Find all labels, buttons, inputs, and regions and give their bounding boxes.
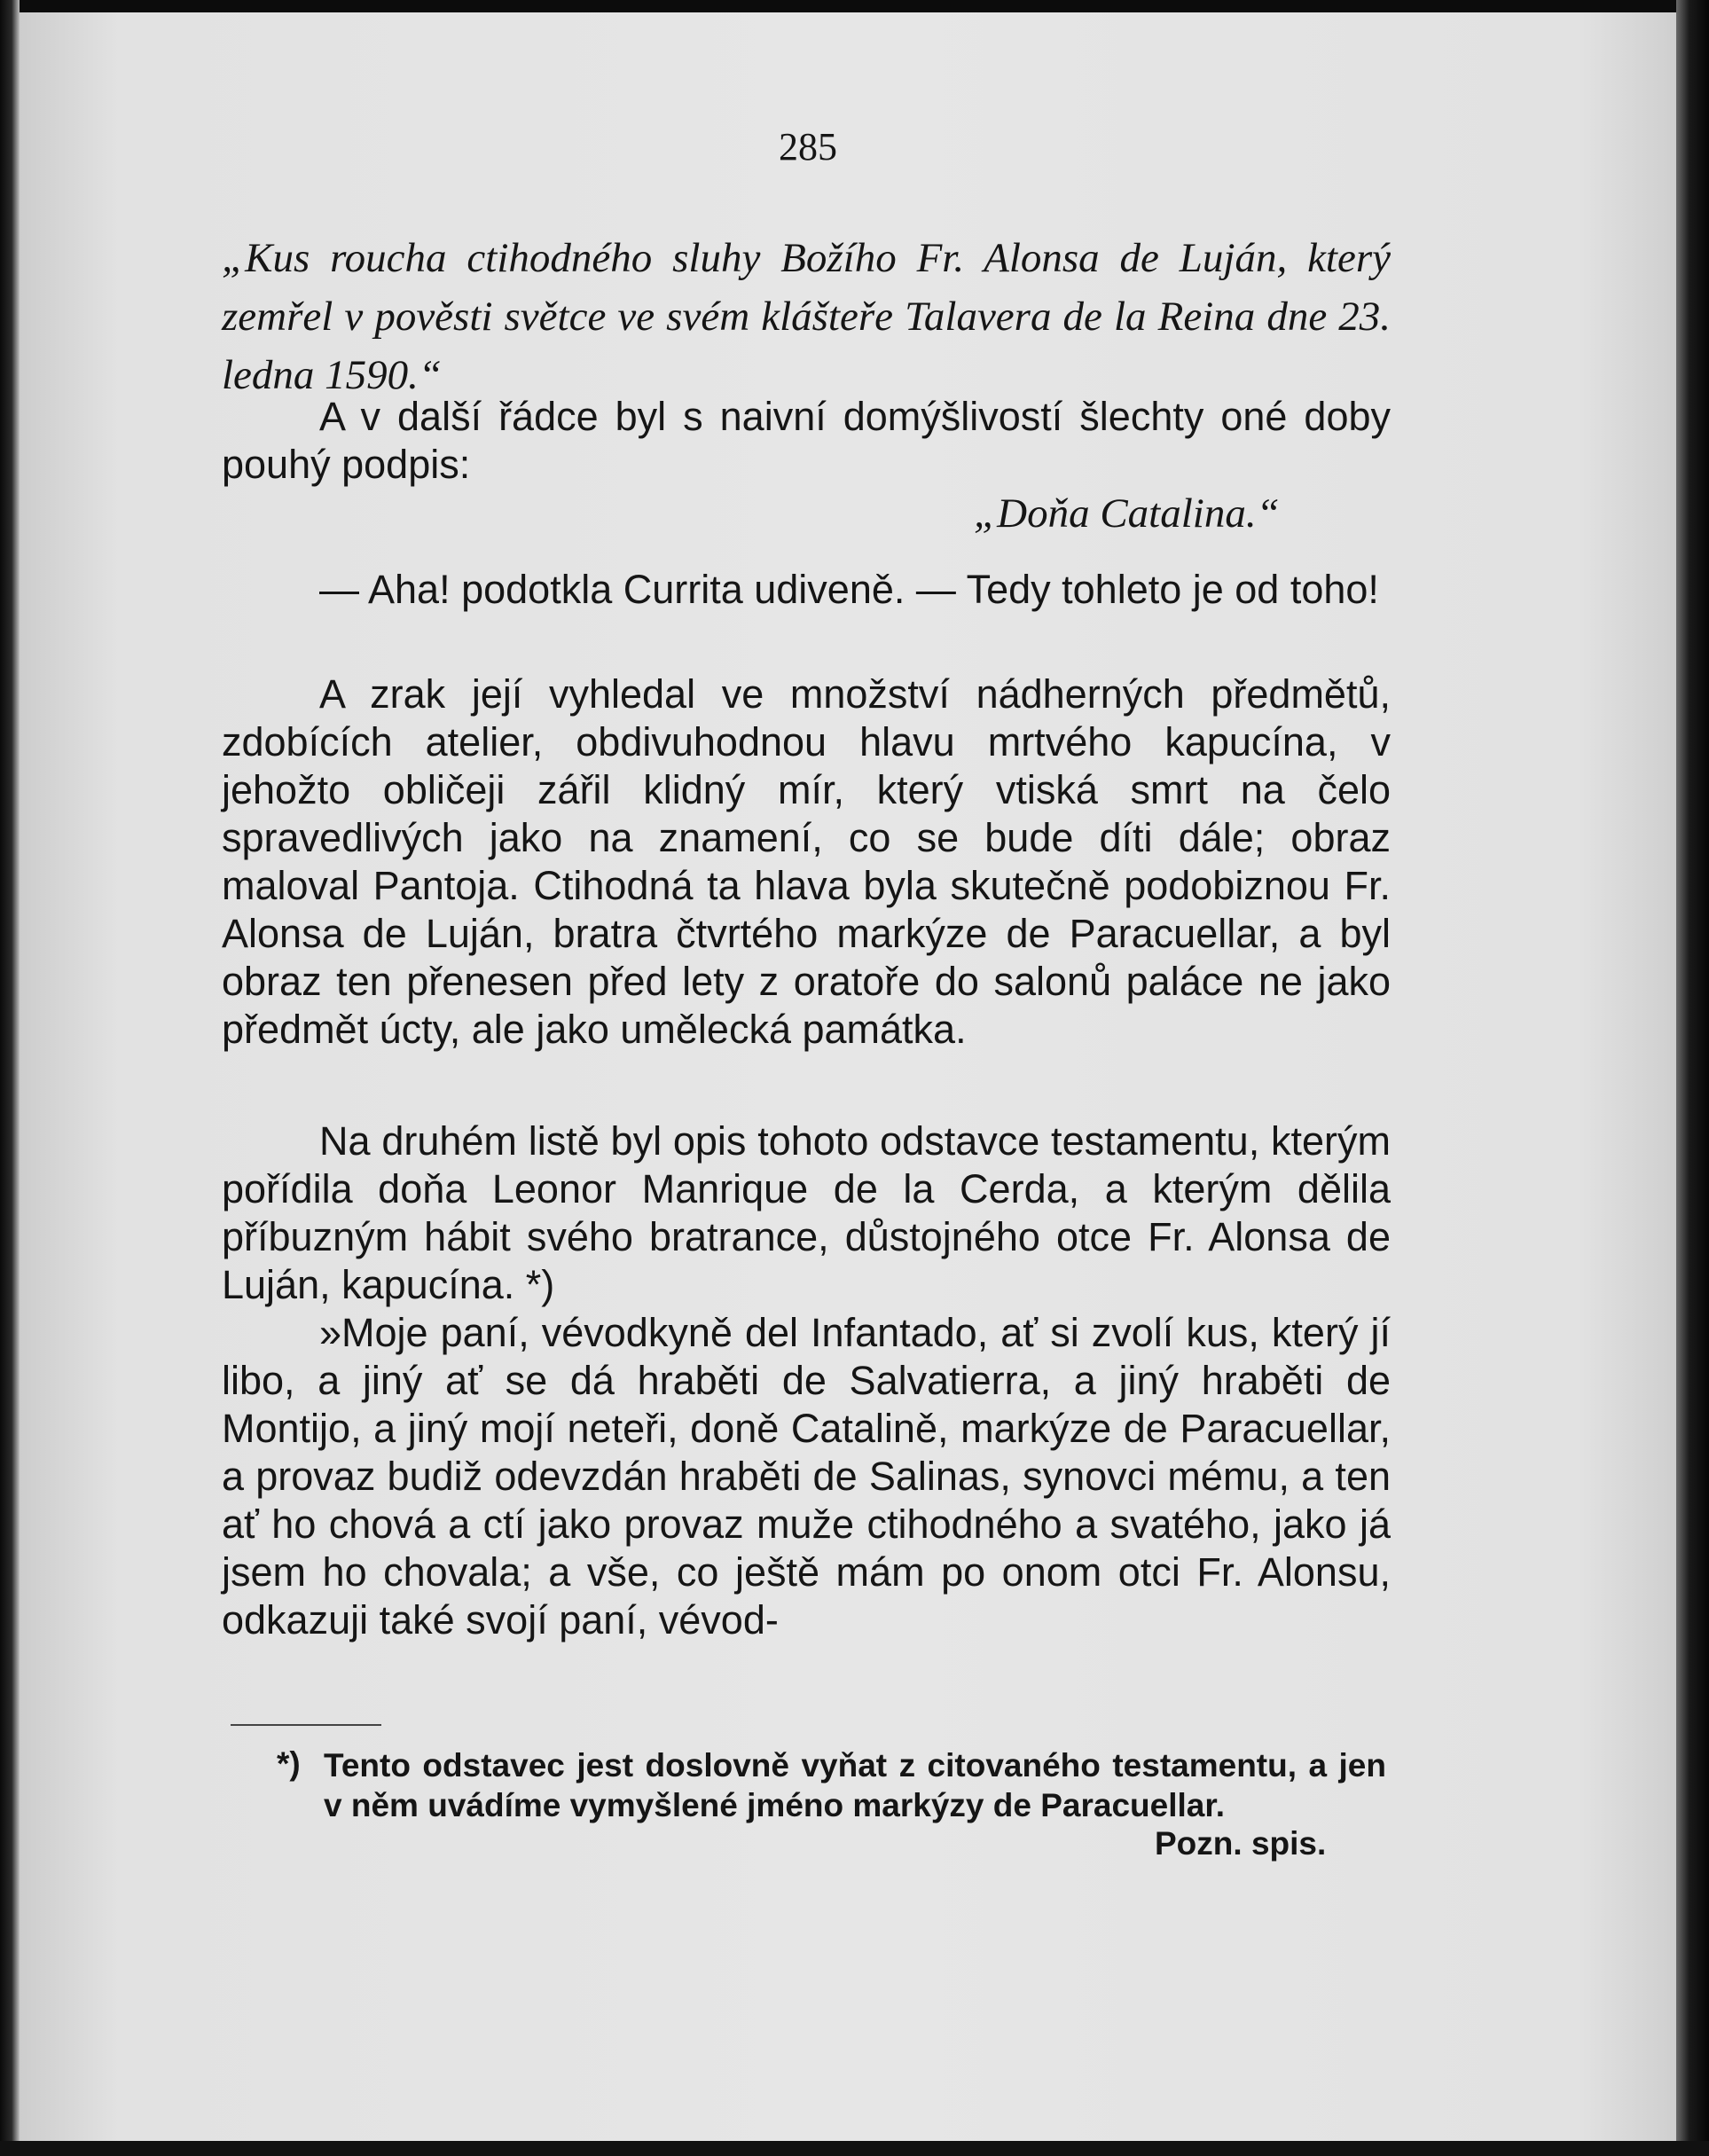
paragraph-currita: — Aha! podotkla Currita udiveně. — Tedy tohleto je od toho!: [319, 567, 1379, 612]
quote-italic: „Kus roucha ctihodného sluhy Božího Fr. Alonsa de Luján, který zemřel v pověsti světce ve svém klášteře Talavera de la Reina dne 23. ledna 1590.“: [222, 235, 1391, 398]
paragraph-testament-quote: »Moje paní, vévodkyně del Infantado, ať si zvolí kus, který jí libo, a jiný ať se dá hraběti de Salvatierra, a jiný hraběti de Montijo, a jiný mojí neteři, doně Catalině, markýze de Paracuellar, a provaz budiž odevzdán hraběti de Salinas, synovci mému, a ten ať ho chová a ctí jako provaz muže ctihodného a svatého, jako já jsem ho chovala; a vše, co ještě mám po onom otci Fr. Alonsu, odkazuji také svojí paní, vévod-: [222, 1310, 1391, 1642]
page-edge-shadow: [1676, 0, 1709, 2156]
paragraph-zrak: A zrak její vyhledal ve množství nádherných předmětů, zdobících atelier, obdivuhodnou hlavu mrtvého kapucína, v jehožto obličeji zářil klidný mír, který vtiská smrt na čelo spravedlivých jako na znamení, co se bude díti dále; obraz maloval Pantoja. Ctihodná ta hlava byla skutečně podobiznou Fr. Alonsa de Luján, bratra čtvrtého markýze de Paracuellar, a byl obraz ten přenesen před lety z oratoře do salonů paláce ne jako předmět úcty, ale jako umělecká památka.: [222, 671, 1391, 1052]
page-bottom-shadow: [0, 2141, 1709, 2156]
footnote-signature: Pozn. spis.: [1155, 1825, 1327, 1862]
footnote-separator: [231, 1724, 381, 1726]
page-number: 285: [779, 125, 837, 169]
footnote-text: Tento odstavec jest doslovně vyňat z citovaného testamentu, a jen v něm uvádíme vymyšlené jméno markýzy de Paracuellar.: [324, 1747, 1386, 1823]
paragraph-signature-intro: A v další řádce byl s naivní domýšlivostí šlechty oné doby pouhý podpis:: [222, 394, 1391, 487]
footnote-mark: *): [277, 1745, 301, 1782]
signature-dona-catalina: „Doňa Catalina.“: [974, 490, 1280, 537]
paragraph-druhem-liste: Na druhém listě byl opis tohoto odstavce testamentu, kterým pořídila doňa Leonor Manrique de la Cerda, a kterým dělila příbuzným hábit svého bratrance, důstojného otce Fr. Alonsa de Luján, kapucína. *): [222, 1118, 1391, 1307]
book-spine-shadow: [0, 0, 20, 2156]
